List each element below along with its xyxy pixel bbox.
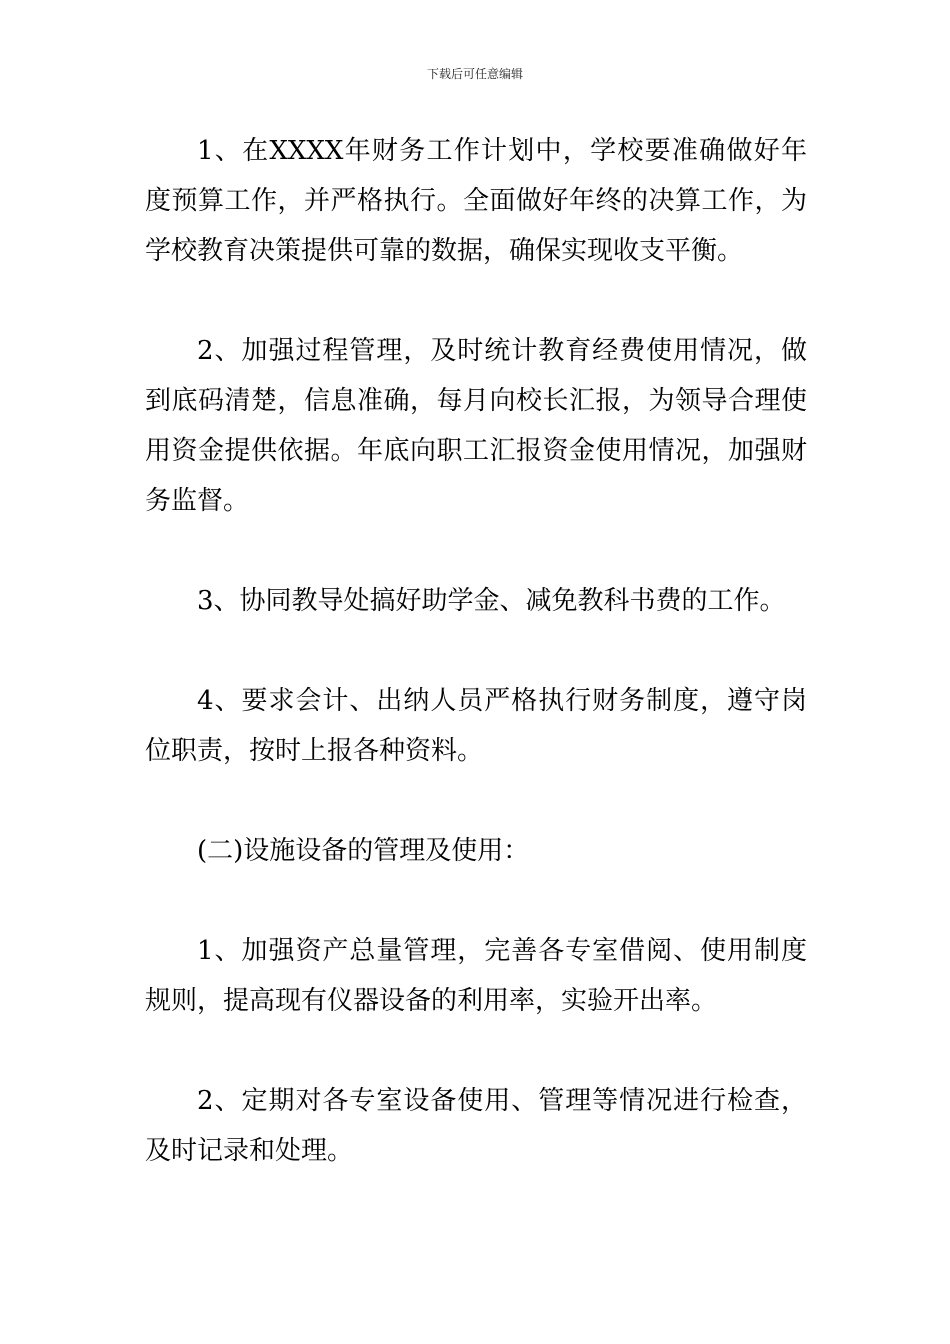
section-heading-facilities: (二)设施设备的管理及使用： — [197, 836, 530, 866]
paragraph-process-management: 2、加强过程管理，及时统计教育经费使用情况，做到底码清楚，信息准确，每月向校长汇报，为领导合理使用资金提供依据。年底向职工汇报资金使用情况，加强财务监督。 — [145, 336, 807, 516]
paragraph-accounting-staff: 4、要求会计、出纳人员严格执行财务制度，遵守岗位职责，按时上报各种资料。 — [145, 686, 807, 766]
paragraph-grants: 3、协同教导处搞好助学金、减免教科书费的工作。 — [197, 586, 786, 616]
paragraph-gap — [145, 876, 807, 926]
document-body — [145, 126, 807, 1176]
paragraph-gap — [145, 776, 807, 826]
paragraph-budget: 1、在XXXX年财务工作计划中，学校要准确做好年度预算工作，并严格执行。全面做好年终的决算工作，为学校教育决策提供可靠的数据，确保实现收支平衡。 — [145, 136, 807, 266]
paragraph-gap — [145, 1026, 807, 1076]
paragraph-gap — [145, 526, 807, 576]
page-header: 下载后可任意编辑 — [426, 67, 523, 81]
paragraph-inspection: 2、定期对各专室设备使用、管理等情况进行检查，及时记录和处理。 — [145, 1086, 807, 1166]
paragraph-gap — [145, 276, 807, 326]
paragraph-asset-management: 1、加强资产总量管理，完善各专室借阅、使用制度规则，提高现有仪器设备的利用率，实验开出率。 — [145, 936, 807, 1016]
paragraph-gap — [145, 626, 807, 676]
